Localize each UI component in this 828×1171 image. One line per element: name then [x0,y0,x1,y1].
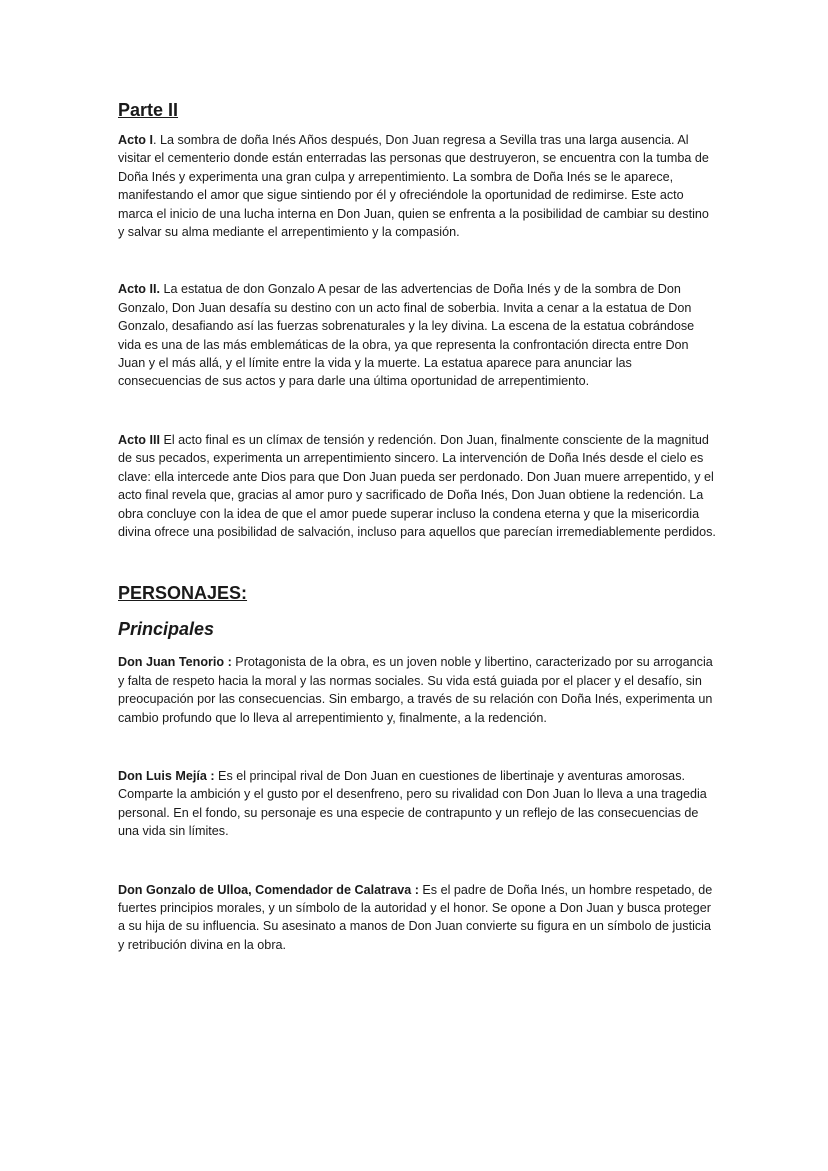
character-description: Es el padre de Doña Inés, un hombre respetado, de fuertes principios morales, y un símbolo de la autoridad y el honor. Se opone a Don Juan y busca proteger a su hija de su influencia. Su asesinato a manos de Don Juan convierte su figura en un símbolo de justicia y retribución divina en la obra. [118,882,713,952]
document-page [118,98,718,954]
character-description: Es el principal rival de Don Juan en cuestiones de libertinaje y aventuras amorosas. Comparte la ambición y el gusto por el desenfreno, pero su rivalidad con Don Juan lo lleva a una tragedia personal. En el fondo, su personaje es una especie de contrapunto y un reflejo de las consecuencias de una vida sin límites. [118,768,707,839]
acto-ii-label: Acto II. [118,282,160,297]
parte-heading: Parte II [118,100,179,120]
character-name: Don Juan Tenorio : [118,655,232,670]
acto-i-paragraph [118,131,718,241]
acto-i-text: . La sombra de doña Inés Años después, Don Juan regresa a Sevilla tras una larga ausencia. Al visitar el cementerio donde están enterradas las personas que destruyeron, se encuentra con la tumba de Doña Inés y experimenta una gran culpa y arrepentimiento. La sombra de Doña Inés se le aparece, manifestando el amor que sigue sintiendo por él y ofreciéndole la oportunidad de redimirse. Este acto marca el inicio de una lucha interna en Don Juan, quien se enfrenta a la posibilidad de cambiar su destino y salvar su alma mediante el arrepentimiento y la compasión. [118,133,709,240]
principales-heading: Principales [118,619,215,640]
character-name: Don Luis Mejía : [118,768,215,783]
character-name: Don Gonzalo de Ulloa, Comendador de Calatrava : [118,882,419,897]
character-don-gonzalo [118,881,718,955]
character-description: Protagonista de la obra, es un joven noble y libertino, caracterizado por su arrogancia y falta de respeto hacia la moral y las normas sociales. Su vida está guiada por el placer y el desafío, sin preocupación por las consecuencias. Sin embargo, a través de su relación con Doña Inés, experimenta un cambio profundo que lo lleva al arrepentimiento y, finalmente, a la redención. [118,655,713,725]
character-don-juan [118,653,718,727]
acto-iii-paragraph [118,431,718,541]
acto-ii-text: La estatua de don Gonzalo A pesar de las advertencias de Doña Inés y de la sombra de Don Gonzalo, Don Juan desafía su destino con un acto final de soberbia. Invita a cenar a la estatua de Don Gonzalo, desafiando así las fuerzas sobrenaturales y la ley divina. La escena de la estatua cobrándose vida es una de las más emblemáticas de la obra, ya que representa la confrontación directa entre Don Juan y el más allá, y el límite entre la vida y la muerte. La estatua aparece para anunciar las consecuencias de sus actos y para darle una última oportunidad de arrepentimiento. [118,282,695,389]
acto-i-label: Acto I [118,133,153,147]
character-don-luis [118,767,718,841]
acto-iii-label: Acto III [118,432,160,447]
personajes-heading: PERSONAJES: [118,583,248,604]
acto-ii-paragraph [118,280,718,390]
acto-iii-text: El acto final es un clímax de tensión y redención. Don Juan, finalmente consciente de la magnitud de sus pecados, experimenta un arrepentimiento sincero. La intervención de Doña Inés desde el cielo es clave: ella intercede ante Dios para que Don Juan pueda ser perdonado. Don Juan muere arrepentido, y el acto final revela que, gracias al amor puro y sacrificado de Doña Inés, Don Juan obtiene la redención. La obra concluye con la idea de que el amor puede superar incluso la condena eterna y que la misericordia divina ofrece una posibilidad de salvación, incluso para aquellos que parecían irremediablemente perdidos. [118,432,716,539]
